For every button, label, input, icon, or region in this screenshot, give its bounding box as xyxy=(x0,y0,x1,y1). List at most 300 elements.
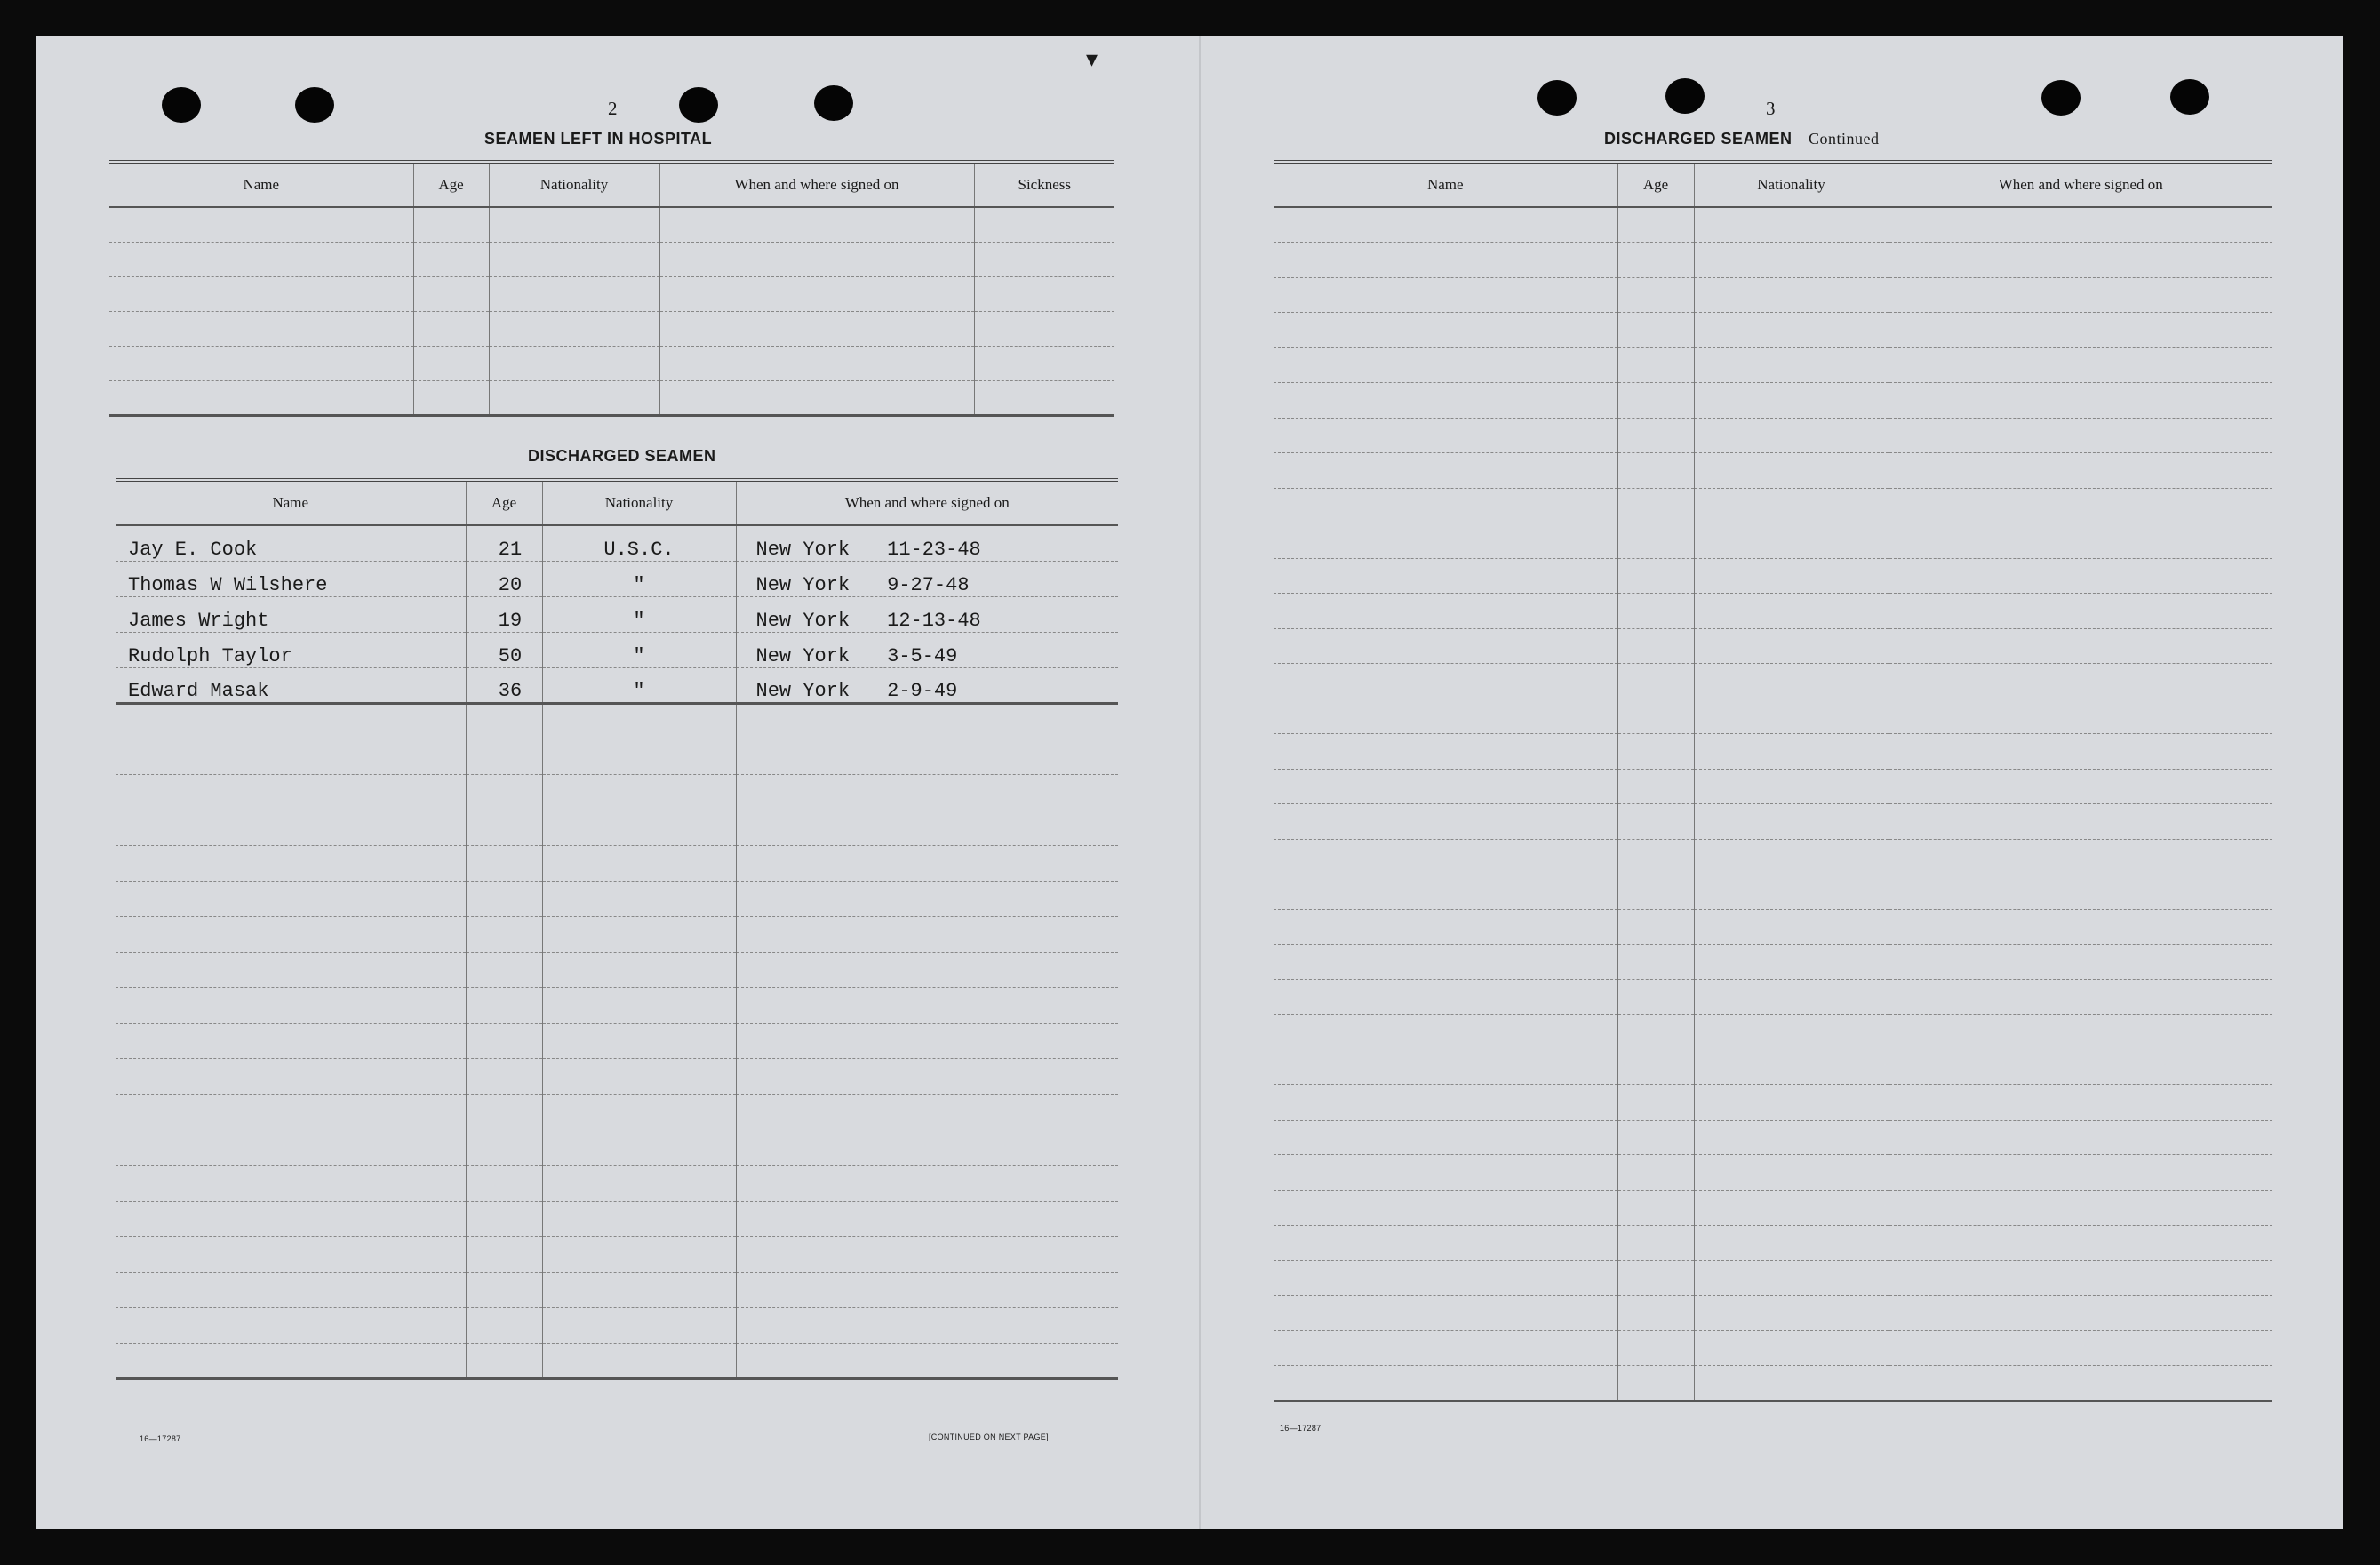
empty-cell xyxy=(736,845,1118,881)
empty-cell xyxy=(1617,1260,1694,1296)
empty-cell xyxy=(116,1058,466,1094)
seaman-age: 50 xyxy=(466,632,542,667)
empty-cell xyxy=(1694,383,1889,419)
table-row xyxy=(1274,1190,2272,1226)
table-row xyxy=(116,703,1118,739)
empty-cell xyxy=(1694,1330,1889,1366)
empty-cell xyxy=(1274,594,1617,629)
form-code-left: 16—17287 xyxy=(140,1434,181,1443)
empty-cell xyxy=(542,1130,736,1165)
empty-cell xyxy=(466,810,542,845)
empty-cell xyxy=(736,881,1118,916)
discharged-continued-table xyxy=(1274,160,2272,1402)
empty-cell xyxy=(1274,1015,1617,1050)
empty-cell xyxy=(542,916,736,952)
signed-on-date: 9-27-48 xyxy=(887,573,970,596)
empty-cell xyxy=(736,703,1118,739)
empty-cell xyxy=(466,952,542,987)
empty-cell xyxy=(1889,594,2272,629)
table-row xyxy=(116,561,1118,596)
continued-suffix: —Continued xyxy=(1792,130,1880,148)
table-row xyxy=(109,242,1114,276)
table-row xyxy=(109,276,1114,311)
empty-cell xyxy=(1617,664,1694,699)
col-header-nationality: Nationality xyxy=(1694,162,1889,207)
empty-cell xyxy=(116,916,466,952)
empty-cell xyxy=(1617,874,1694,910)
empty-cell xyxy=(1617,383,1694,419)
table-row xyxy=(1274,418,2272,453)
empty-cell xyxy=(1617,277,1694,313)
empty-cell xyxy=(736,1165,1118,1201)
table-row xyxy=(1274,243,2272,278)
empty-cell xyxy=(1274,734,1617,770)
empty-cell xyxy=(736,1236,1118,1272)
table-row xyxy=(116,1307,1118,1343)
empty-cell xyxy=(1617,1120,1694,1155)
table-row xyxy=(116,774,1118,810)
empty-cell xyxy=(1274,628,1617,664)
empty-cell xyxy=(1694,1260,1889,1296)
empty-cell xyxy=(736,1130,1118,1165)
empty-cell xyxy=(1889,769,2272,804)
empty-cell xyxy=(1274,699,1617,734)
empty-cell xyxy=(1694,804,1889,840)
empty-cell xyxy=(1617,1015,1694,1050)
empty-cell xyxy=(542,881,736,916)
empty-cell xyxy=(1694,1190,1889,1226)
empty-cell xyxy=(1274,1085,1617,1121)
table-row xyxy=(1274,734,2272,770)
empty-cell xyxy=(1694,488,1889,523)
table-row xyxy=(116,1201,1118,1236)
signed-on-date: 11-23-48 xyxy=(887,538,981,561)
empty-cell xyxy=(736,810,1118,845)
empty-cell xyxy=(116,1272,466,1307)
empty-cell xyxy=(466,1272,542,1307)
table-row xyxy=(1274,1366,2272,1401)
empty-cell xyxy=(1617,207,1694,243)
empty-cell xyxy=(1274,1330,1617,1366)
empty-cell xyxy=(542,845,736,881)
table-row xyxy=(1274,488,2272,523)
empty-cell xyxy=(116,703,466,739)
signed-on xyxy=(736,596,1118,632)
binder-hole xyxy=(295,87,334,123)
empty-cell xyxy=(116,1165,466,1201)
col-header-signed-on: When and where signed on xyxy=(736,480,1118,525)
empty-cell xyxy=(1617,313,1694,348)
empty-cell xyxy=(736,987,1118,1023)
empty-cell xyxy=(1694,418,1889,453)
empty-cell xyxy=(1694,453,1889,489)
table-row xyxy=(109,207,1114,242)
discharged-section-title: DISCHARGED SEAMEN xyxy=(528,447,716,465)
empty-cell xyxy=(1694,839,1889,874)
empty-cell xyxy=(1617,699,1694,734)
empty-cell xyxy=(116,1201,466,1236)
empty-cell xyxy=(1617,1226,1694,1261)
col-header-signed-on: When and where signed on xyxy=(1889,162,2272,207)
empty-cell xyxy=(1617,1190,1694,1226)
empty-cell xyxy=(466,739,542,774)
table-row xyxy=(1274,1296,2272,1331)
empty-cell xyxy=(1889,453,2272,489)
signed-on xyxy=(736,632,1118,667)
seaman-name: Jay E. Cook xyxy=(116,525,466,561)
empty-cell xyxy=(116,952,466,987)
table-row xyxy=(1274,207,2272,243)
table-row xyxy=(116,1343,1118,1378)
empty-cell xyxy=(466,703,542,739)
table-row xyxy=(116,1130,1118,1165)
table-row xyxy=(1274,839,2272,874)
empty-cell xyxy=(1274,523,1617,559)
empty-cell xyxy=(1889,1330,2272,1366)
empty-cell xyxy=(116,987,466,1023)
empty-cell xyxy=(1274,207,1617,243)
table-row xyxy=(116,596,1118,632)
table-row xyxy=(1274,1015,2272,1050)
table-row xyxy=(116,1272,1118,1307)
discharged-continued-title-text: DISCHARGED SEAMEN xyxy=(1604,130,1793,148)
empty-cell xyxy=(466,1165,542,1201)
binder-hole xyxy=(162,87,201,123)
empty-cell xyxy=(1889,945,2272,980)
empty-cell xyxy=(1694,1015,1889,1050)
table-row xyxy=(116,1094,1118,1130)
col-header-sickness: Sickness xyxy=(974,162,1114,207)
seaman-age: 20 xyxy=(466,561,542,596)
empty-cell xyxy=(1889,383,2272,419)
empty-cell xyxy=(542,1343,736,1378)
empty-cell xyxy=(466,845,542,881)
empty-cell xyxy=(1889,1050,2272,1085)
table-row xyxy=(109,346,1114,380)
empty-cell xyxy=(1274,1226,1617,1261)
empty-cell xyxy=(1274,874,1617,910)
empty-cell xyxy=(542,1201,736,1236)
table-row xyxy=(1274,1330,2272,1366)
empty-cell xyxy=(1694,523,1889,559)
empty-cell xyxy=(1889,1085,2272,1121)
empty-cell xyxy=(1617,945,1694,980)
seaman-name: Rudolph Taylor xyxy=(116,632,466,667)
empty-cell xyxy=(116,1094,466,1130)
empty-cell xyxy=(1889,628,2272,664)
table-row xyxy=(1274,1050,2272,1085)
empty-cell xyxy=(542,739,736,774)
signed-on-place: New York xyxy=(755,644,851,667)
empty-cell xyxy=(542,810,736,845)
table-row xyxy=(109,380,1114,415)
empty-cell xyxy=(1889,874,2272,910)
col-header-age: Age xyxy=(1617,162,1694,207)
empty-cell xyxy=(736,774,1118,810)
table-row xyxy=(1274,558,2272,594)
empty-cell xyxy=(1274,1366,1617,1401)
empty-cell xyxy=(736,1094,1118,1130)
empty-cell xyxy=(1274,1050,1617,1085)
seaman-nationality: " xyxy=(542,596,736,632)
empty-cell xyxy=(1694,347,1889,383)
empty-cell xyxy=(1617,418,1694,453)
table-row xyxy=(116,667,1118,703)
empty-cell xyxy=(1889,909,2272,945)
table-row xyxy=(1274,453,2272,489)
empty-cell xyxy=(1694,734,1889,770)
empty-cell xyxy=(116,810,466,845)
empty-cell xyxy=(1617,1366,1694,1401)
table-row xyxy=(116,987,1118,1023)
hospital-table xyxy=(109,160,1114,417)
empty-cell xyxy=(1889,523,2272,559)
empty-cell xyxy=(1274,839,1617,874)
table-row xyxy=(116,916,1118,952)
ink-mark: ▾ xyxy=(1086,46,1098,72)
empty-cell xyxy=(466,774,542,810)
empty-cell xyxy=(1274,418,1617,453)
empty-cell xyxy=(1889,699,2272,734)
signed-on-place: New York xyxy=(755,609,851,632)
signed-on xyxy=(736,667,1118,703)
seaman-age: 21 xyxy=(466,525,542,561)
table-row xyxy=(1274,979,2272,1015)
seaman-name: Edward Masak xyxy=(116,667,466,703)
hospital-section-title: SEAMEN LEFT IN HOSPITAL xyxy=(484,130,713,148)
empty-cell xyxy=(1274,909,1617,945)
empty-cell xyxy=(1694,1366,1889,1401)
empty-cell xyxy=(1889,1155,2272,1191)
seaman-nationality: " xyxy=(542,561,736,596)
table-row xyxy=(1274,313,2272,348)
col-header-name: Name xyxy=(116,480,466,525)
empty-cell xyxy=(466,1094,542,1130)
empty-cell xyxy=(1694,558,1889,594)
empty-cell xyxy=(736,1272,1118,1307)
empty-cell xyxy=(116,881,466,916)
empty-cell xyxy=(736,1058,1118,1094)
empty-cell xyxy=(1617,909,1694,945)
empty-cell xyxy=(116,1130,466,1165)
empty-cell xyxy=(1617,523,1694,559)
signed-on-date: 3-5-49 xyxy=(887,644,958,667)
empty-cell xyxy=(1274,979,1617,1015)
empty-cell xyxy=(466,1236,542,1272)
table-row xyxy=(116,1165,1118,1201)
empty-cell xyxy=(1889,207,2272,243)
empty-cell xyxy=(1274,243,1617,278)
empty-cell xyxy=(542,703,736,739)
empty-cell xyxy=(1617,558,1694,594)
empty-cell xyxy=(1694,277,1889,313)
empty-cell xyxy=(542,1236,736,1272)
table-row xyxy=(116,845,1118,881)
empty-cell xyxy=(116,845,466,881)
empty-cell xyxy=(1694,874,1889,910)
empty-cell xyxy=(116,739,466,774)
table-row xyxy=(1274,1120,2272,1155)
col-header-name: Name xyxy=(109,162,413,207)
table-row xyxy=(1274,699,2272,734)
signed-on-place: New York xyxy=(755,573,851,596)
empty-cell xyxy=(1889,347,2272,383)
binder-hole xyxy=(814,85,853,121)
empty-cell xyxy=(1617,628,1694,664)
empty-cell xyxy=(1617,243,1694,278)
signed-on xyxy=(736,525,1118,561)
table-row xyxy=(1274,1226,2272,1261)
empty-cell xyxy=(116,1023,466,1058)
empty-cell xyxy=(1694,628,1889,664)
table-row xyxy=(1274,909,2272,945)
empty-cell xyxy=(1274,804,1617,840)
empty-cell xyxy=(1617,1296,1694,1331)
empty-cell xyxy=(1274,277,1617,313)
seaman-nationality: " xyxy=(542,632,736,667)
binder-hole xyxy=(2170,79,2209,115)
col-header-age: Age xyxy=(466,480,542,525)
empty-cell xyxy=(1694,1226,1889,1261)
form-code-right: 16—17287 xyxy=(1280,1424,1322,1433)
empty-cell xyxy=(542,1058,736,1094)
table-row xyxy=(116,1236,1118,1272)
seaman-nationality: U.S.C. xyxy=(542,525,736,561)
empty-cell xyxy=(542,1165,736,1201)
empty-cell xyxy=(1694,699,1889,734)
empty-cell xyxy=(1617,347,1694,383)
col-header-nationality: Nationality xyxy=(489,162,659,207)
table-row xyxy=(116,739,1118,774)
empty-cell xyxy=(1694,1155,1889,1191)
continued-note: [CONTINUED ON NEXT PAGE] xyxy=(929,1433,1049,1441)
empty-cell xyxy=(1617,1155,1694,1191)
signed-on xyxy=(736,561,1118,596)
empty-cell xyxy=(736,1307,1118,1343)
empty-cell xyxy=(1889,804,2272,840)
empty-cell xyxy=(116,1236,466,1272)
empty-cell xyxy=(466,1058,542,1094)
empty-cell xyxy=(1274,769,1617,804)
empty-cell xyxy=(466,1343,542,1378)
empty-cell xyxy=(1889,979,2272,1015)
empty-cell xyxy=(1889,1120,2272,1155)
empty-cell xyxy=(1274,1260,1617,1296)
empty-cell xyxy=(466,916,542,952)
table-row xyxy=(1274,804,2272,840)
empty-cell xyxy=(1889,1015,2272,1050)
empty-cell xyxy=(542,1307,736,1343)
signed-on-date: 12-13-48 xyxy=(887,609,981,632)
table-row xyxy=(116,525,1118,561)
empty-cell xyxy=(1274,313,1617,348)
empty-cell xyxy=(116,774,466,810)
empty-cell xyxy=(1694,909,1889,945)
empty-cell xyxy=(1889,1260,2272,1296)
binder-hole xyxy=(2041,80,2081,116)
empty-cell xyxy=(1694,979,1889,1015)
seaman-nationality: " xyxy=(542,667,736,703)
empty-cell xyxy=(1694,313,1889,348)
signed-on-date: 2-9-49 xyxy=(887,679,958,702)
table-row xyxy=(116,952,1118,987)
empty-cell xyxy=(1617,488,1694,523)
table-row xyxy=(116,881,1118,916)
empty-cell xyxy=(1889,418,2272,453)
empty-cell xyxy=(542,1272,736,1307)
table-row xyxy=(116,632,1118,667)
col-header-nationality: Nationality xyxy=(542,480,736,525)
empty-cell xyxy=(1889,734,2272,770)
empty-cell xyxy=(466,881,542,916)
table-row xyxy=(1274,1260,2272,1296)
table-row xyxy=(1274,769,2272,804)
empty-cell xyxy=(1694,945,1889,980)
discharged-table xyxy=(116,478,1118,1380)
empty-cell xyxy=(1617,453,1694,489)
table-row xyxy=(1274,383,2272,419)
empty-cell xyxy=(1274,453,1617,489)
empty-cell xyxy=(1694,1120,1889,1155)
empty-cell xyxy=(1694,207,1889,243)
empty-cell xyxy=(1274,1296,1617,1331)
empty-cell xyxy=(1274,558,1617,594)
empty-cell xyxy=(1274,488,1617,523)
empty-cell xyxy=(1694,1296,1889,1331)
empty-cell xyxy=(1274,664,1617,699)
empty-cell xyxy=(1889,1366,2272,1401)
empty-cell xyxy=(1617,839,1694,874)
empty-cell xyxy=(542,774,736,810)
empty-cell xyxy=(1694,664,1889,699)
signed-on-place: New York xyxy=(755,538,851,561)
col-header-name: Name xyxy=(1274,162,1617,207)
empty-cell xyxy=(1274,1190,1617,1226)
empty-cell xyxy=(1617,804,1694,840)
empty-cell xyxy=(466,1201,542,1236)
empty-cell xyxy=(1889,1190,2272,1226)
empty-cell xyxy=(736,1343,1118,1378)
table-row xyxy=(1274,277,2272,313)
table-row xyxy=(116,810,1118,845)
empty-cell xyxy=(1617,769,1694,804)
page-number-right: 3 xyxy=(1766,98,1776,119)
empty-cell xyxy=(1274,1155,1617,1191)
seaman-age: 19 xyxy=(466,596,542,632)
empty-cell xyxy=(1274,1120,1617,1155)
empty-cell xyxy=(466,987,542,1023)
empty-cell xyxy=(466,1307,542,1343)
seaman-name: James Wright xyxy=(116,596,466,632)
col-header-age: Age xyxy=(413,162,489,207)
table-row xyxy=(1274,874,2272,910)
table-row xyxy=(109,311,1114,346)
empty-cell xyxy=(1694,1050,1889,1085)
binder-hole xyxy=(1665,78,1705,114)
table-row xyxy=(1274,523,2272,559)
empty-cell xyxy=(1617,1330,1694,1366)
empty-cell xyxy=(116,1307,466,1343)
table-row xyxy=(1274,945,2272,980)
empty-cell xyxy=(466,1130,542,1165)
binder-hole xyxy=(1537,80,1577,116)
empty-cell xyxy=(1889,839,2272,874)
empty-cell xyxy=(542,1094,736,1130)
empty-cell xyxy=(736,1201,1118,1236)
empty-cell xyxy=(1889,243,2272,278)
empty-cell xyxy=(542,1023,736,1058)
table-row xyxy=(1274,1155,2272,1191)
